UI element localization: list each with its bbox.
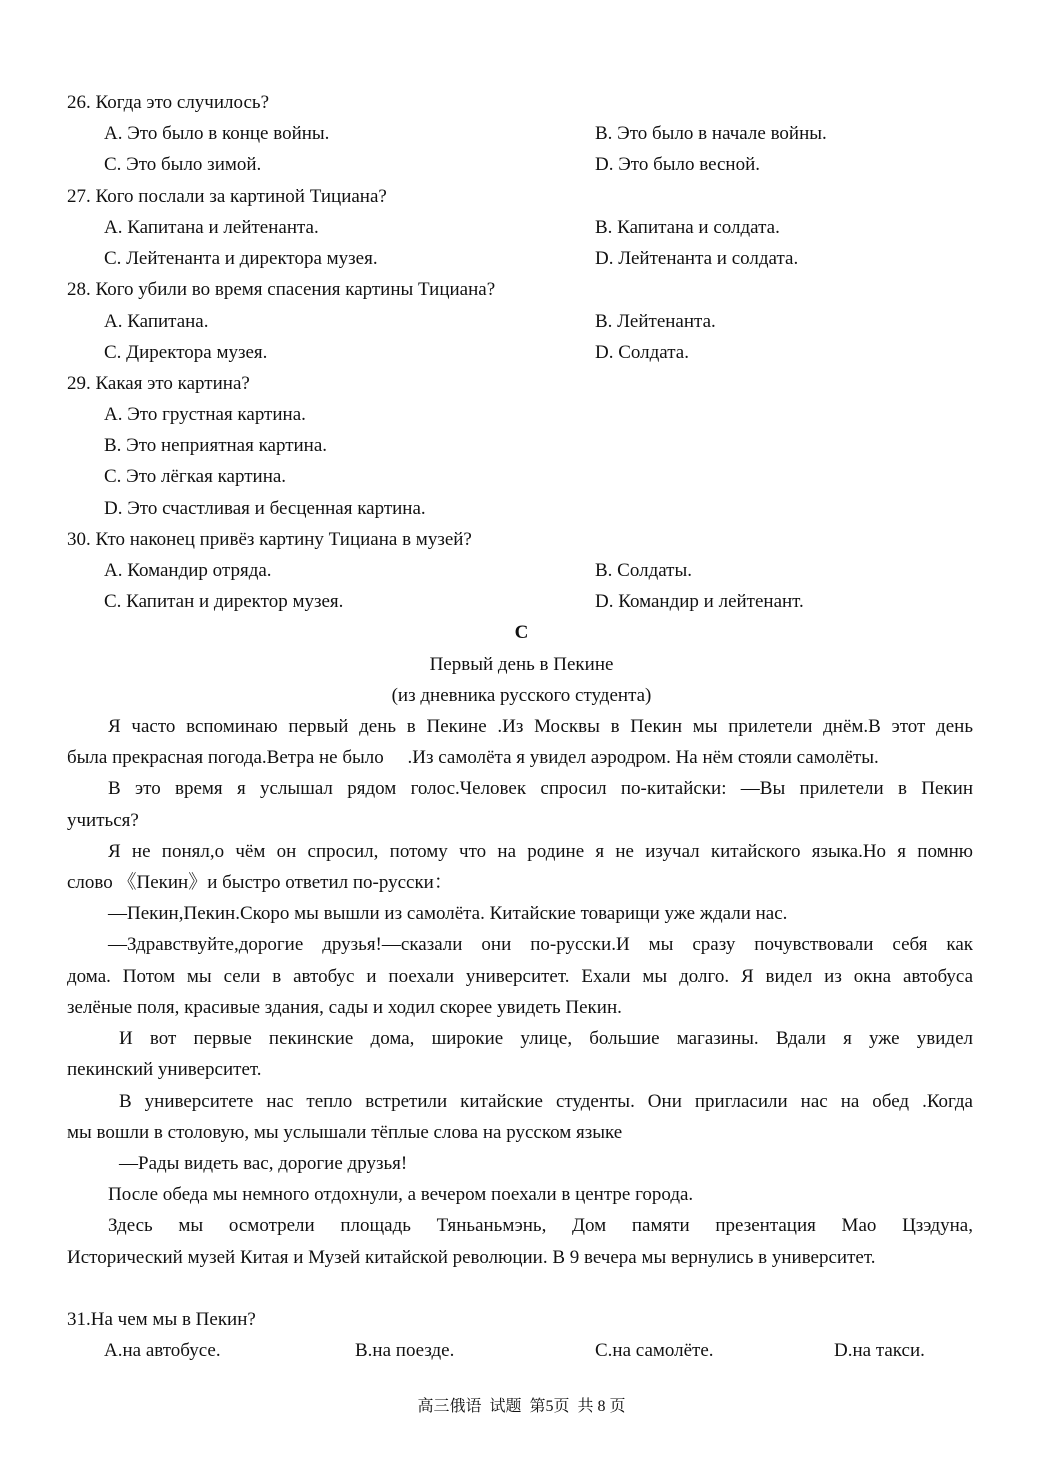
text-p4-line1: —Пекин,Пекин.Скоро мы вышли из самолёта. Китайские товарищи уже ждали нас. <box>108 903 788 924</box>
q28-option-c: C. Директора музея. <box>104 342 268 363</box>
text-p1-line1: Я часто вспоминаю первый день в Пекине .Из Москвы в Пекин мы прилетели днём.В этот день <box>108 716 973 737</box>
section-subtitle: (из дневника русского студента) <box>391 685 652 706</box>
q26-option-d: D. Это было весной. <box>595 154 761 175</box>
question-31: 31.На чем мы в Пекин? <box>67 1309 256 1330</box>
q28-option-d: D. Солдата. <box>595 342 689 363</box>
text-p3-line2: слово 《Пекин》и быстро ответил по-русски： <box>67 872 453 893</box>
text-p2-line2: учиться? <box>67 810 139 831</box>
text-p5-line1: —Здравствуйте,дорогие друзья!—сказали они по-русски.И мы сразу почувствовали себя как <box>108 934 973 955</box>
q29-option-d: D. Это счастливая и бесценная картина. <box>104 498 426 519</box>
q30-option-d: D. Командир и лейтенант. <box>595 591 804 612</box>
q26-option-b: B. Это было в начале войны. <box>595 123 827 144</box>
section-title: Первый день в Пекине <box>429 654 614 675</box>
text-p10-line2: Исторический музей Китая и Музей китайской революции. В 9 вечера мы вернулись в университет. <box>67 1247 876 1268</box>
text-p6-line2: пекинский университет. <box>67 1059 262 1080</box>
text-p3-line1: Я не понял,о чём он спросил, потому что на родине я не изучал китайского языка.Но я помню <box>108 841 973 862</box>
text-p1-line2: была прекрасная погода.Ветра не было .Из самолёта я увидел аэродром. На нём стояли самолёты. <box>67 747 879 768</box>
q27-option-c: C. Лейтенанта и директора музея. <box>104 248 378 269</box>
question-27: 27. Кого послали за картиной Тициана? <box>67 186 387 207</box>
question-28: 28. Кого убили во время спасения картины Тициана? <box>67 279 496 300</box>
text-p2-line1: В это время я услышал рядом голос.Человек спросил по-китайски: —Вы прилетели в Пекин <box>108 778 973 799</box>
q31-option-b: B.на поезде. <box>355 1340 455 1361</box>
text-p6-line1: И вот первые пекинские дома, широкие улице, большие магазины. Вдали я уже увидел <box>119 1028 973 1049</box>
q29-option-c: C. Это лёгкая картина. <box>104 466 287 487</box>
text-p7-line2: мы вошли в столовую, мы услышали тёплые слова на русском языке <box>67 1122 623 1143</box>
text-p7-line1: В университете нас тепло встретили китайские студенты. Они пригласили нас на обед .Когда <box>119 1091 973 1112</box>
question-29: 29. Какая это картина? <box>67 373 250 394</box>
q29-option-b: B. Это неприятная картина. <box>104 435 328 456</box>
text-p10-line1: Здесь мы осмотрели площадь Тяньаньмэнь, Дом памяти презентация Мао Цзэдуна, <box>108 1215 973 1236</box>
q31-option-a: A.на автобусе. <box>104 1340 221 1361</box>
q27-option-a: A. Капитана и лейтенанта. <box>104 217 319 238</box>
text-p9-line1: После обеда мы немного отдохнули, а вечером поехали в центре города. <box>108 1184 694 1205</box>
q31-option-d: D.на такси. <box>834 1340 925 1361</box>
q30-option-b: B. Солдаты. <box>595 560 693 581</box>
q31-option-c: C.на самолёте. <box>595 1340 714 1361</box>
q27-option-b: B. Капитана и солдата. <box>595 217 780 238</box>
q28-option-b: B. Лейтенанта. <box>595 311 716 332</box>
page-footer: 高三俄语 试题 第5页 共 8 页 <box>417 1398 626 1415</box>
text-p5-line2: дома. Потом мы сели в автобус и поехали университет. Ехали мы долго. Я видел из окна автобуса <box>67 966 973 987</box>
q30-option-a: A. Командир отряда. <box>104 560 272 581</box>
text-p8-line1: —Рады видеть вас, дорогие друзья! <box>119 1153 408 1174</box>
q30-option-c: C. Капитан и директор музея. <box>104 591 344 612</box>
question-30: 30. Кто наконец привёз картину Тициана в музей? <box>67 529 472 550</box>
q28-option-a: A. Капитана. <box>104 311 209 332</box>
question-26: 26. Когда это случилось? <box>67 92 270 113</box>
q26-option-c: C. Это было зимой. <box>104 154 262 175</box>
q26-option-a: A. Это было в конце войны. <box>104 123 330 144</box>
q29-option-a: A. Это грустная картина. <box>104 404 306 425</box>
q27-option-d: D. Лейтенанта и солдата. <box>595 248 799 269</box>
text-p5-line3: зелёные поля, красивые здания, сады и ходил скорее увидеть Пекин. <box>67 997 622 1018</box>
section-letter: C <box>514 622 529 643</box>
